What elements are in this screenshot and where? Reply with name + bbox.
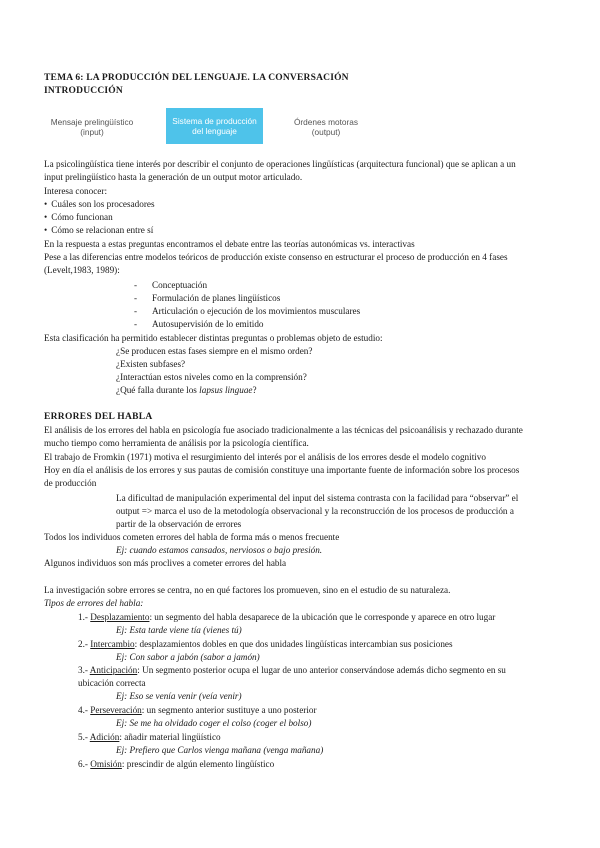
paragraph: Interesa conocer: [44,186,107,196]
error-type-item [78,704,317,717]
paragraph: Todos los individuos cometen errores del habla de forma más o menos frecuente [44,532,340,542]
item-name: Intercambio [90,639,135,649]
error-type-item [78,664,506,677]
indented-paragraph: partir de la observación de errores [116,519,242,529]
phase-label: Articulación o ejecución de los movimientos musculares [152,306,361,316]
example-text: Ej: cuando estamos cansados, nerviosos o bajo presión. [116,545,323,555]
list-item: - Articulación o ejecución de los movimientos musculares [134,306,361,316]
question-text: ¿Qué falla durante los [116,385,200,395]
diagram-system-box [166,108,263,144]
paragraph: La investigación sobre errores se centra, no en qué factores los promueven, sino en el estudio de su naturaleza. [44,585,451,595]
item-number: 5.- [78,732,90,742]
paragraph: Pese a las diferencias entre modelos teóricos de producción existe consenso en estructurar el proceso de producción en 4 fases [44,252,508,262]
item-desc: : un segmento del habla desaparece de la ubicación que le corresponde y aparece en otro lugar [149,612,496,622]
example-text: Ej: Se me ha olvidado coger el colso (coger el bolso) [116,718,312,728]
diagram-input-label [44,117,140,137]
item-desc: : añadir material lingüístico [119,732,221,742]
item-desc: : un segmento anterior sustituye a uno posterior [141,705,317,715]
paragraph: El trabajo de Fromkin (1971) motiva el resurgimiento del interés por el análisis de los errores desde el modelo cognitivo [44,452,486,462]
example-text: Ej: Eso se venía venir (veía venir) [116,691,242,701]
paragraph: El análisis de los errores del habla en psicología fue asociado tradicionalmente a las técnicas del psicoanálisis y rechazado durante [44,425,523,435]
question-italic: lapsus linguae [199,385,253,395]
paragraph: input prelingüístico hasta la generación de un output motor articulado. [44,172,303,182]
paragraph: Hoy en día el análisis de los errores y sus pautas de comisión constituye una importante fuente de información sobre los procesos [44,465,520,475]
paragraph: mucho tiempo como herramienta de análisis por la psicología científica. [44,438,309,448]
paragraph: Esta clasificación ha permitido establecer distintas preguntas o problemas objeto de estudio: [44,333,383,343]
diagram-output-sub: (output) [311,127,341,137]
example-text: Ej: Con sabor a jabón (sabor a jamón) [116,652,260,662]
list-item: • Cuáles son los procesadores [44,198,155,211]
item-name: Omisión [90,759,122,769]
phase-label: Conceptuación [152,280,208,290]
item-name: Perseveración [90,705,142,715]
paragraph: En la respuesta a estas preguntas encontramos el debate entre las teorías autonómicas vs. interactivas [44,239,415,249]
list-item: - Autosupervisión de lo emitido [134,319,264,329]
paragraph: Algunos individuos son más proclives a cometer errores del habla [44,558,287,568]
error-type-item [78,731,221,744]
paragraph: de producción [44,478,97,488]
phase-label: Autosupervisión de lo emitido [152,319,264,329]
error-type-item [78,758,274,771]
item-name: Anticipación [89,665,138,675]
list-item: - Conceptuación [134,280,208,290]
list-item: • Cómo se relacionan entre sí [44,224,153,237]
paragraph: La psicolingüística tiene interés por describir el conjunto de operaciones lingüísticas (arquitectura funcional) que se aplican a un [44,159,516,169]
question-item: ¿Interactúan estos niveles como en la comprensión? [116,372,307,382]
item-number: 3.- [78,665,90,675]
diagram-output-label [278,117,374,137]
section-heading-introduccion: INTRODUCCIÓN [44,86,123,96]
list-item: • Cómo funcionan [44,211,113,224]
item-desc-continued: ubicación correcta [78,678,146,688]
diagram-box-sub: del lenguaje [192,126,237,136]
diagram-input-sub: (input) [80,127,104,137]
item-number: 4.- [78,705,91,715]
item-number: 6.- [78,759,91,769]
diagram-box-text: Sistema de producción [172,116,257,126]
item-name: Desplazamiento [90,612,150,622]
item-desc: : prescindir de algún elemento lingüístico [121,759,275,769]
example-text: Ej: Prefiero que Carlos vienga mañana (venga mañana) [116,745,324,755]
error-type-item [78,638,453,651]
diagram-input-text: Mensaje prelingüístico [50,117,134,127]
indented-paragraph: La dificultad de manipulación experimental del input del sistema contrasta con la facilidad para “observar” el [116,493,519,503]
item-name: Adición [89,732,120,742]
doc-title: TEMA 6: LA PRODUCCIÓN DEL LENGUAJE. LA CONVERSACIÓN [44,73,349,83]
phase-label: Formulación de planes lingüísticos [152,293,281,303]
section-heading-errores: ERRORES DEL HABLA [44,412,153,422]
question-item [116,384,257,397]
error-type-item [78,611,495,624]
indented-paragraph: output => marca el uso de la metodología observacional y la reconstrucción de los procesos de producción a [116,506,514,516]
question-end: ? [252,385,257,395]
list-item: - Formulación de planes lingüísticos [134,293,281,303]
paragraph: (Levelt,1983, 1989): [44,265,120,275]
item-desc: : desplazamientos dobles en que dos unidades lingüísticas intercambian sus posiciones [134,639,453,649]
question-item: ¿Se producen estas fases siempre en el mismo orden? [116,346,313,356]
diagram-output-text: Órdenes motoras [293,117,359,127]
item-number: 1.- [78,612,91,622]
example-text: Ej: Esta tarde viene tía (vienes tú) [116,625,242,635]
item-desc: : Un segmento posterior ocupa el lugar de uno anterior conservándose además dicho segmento en su [137,665,506,675]
item-number: 2.- [78,639,91,649]
question-item: ¿Existen subfases? [116,359,186,369]
subheading-tipos: Tipos de errores del habla: [44,598,144,608]
